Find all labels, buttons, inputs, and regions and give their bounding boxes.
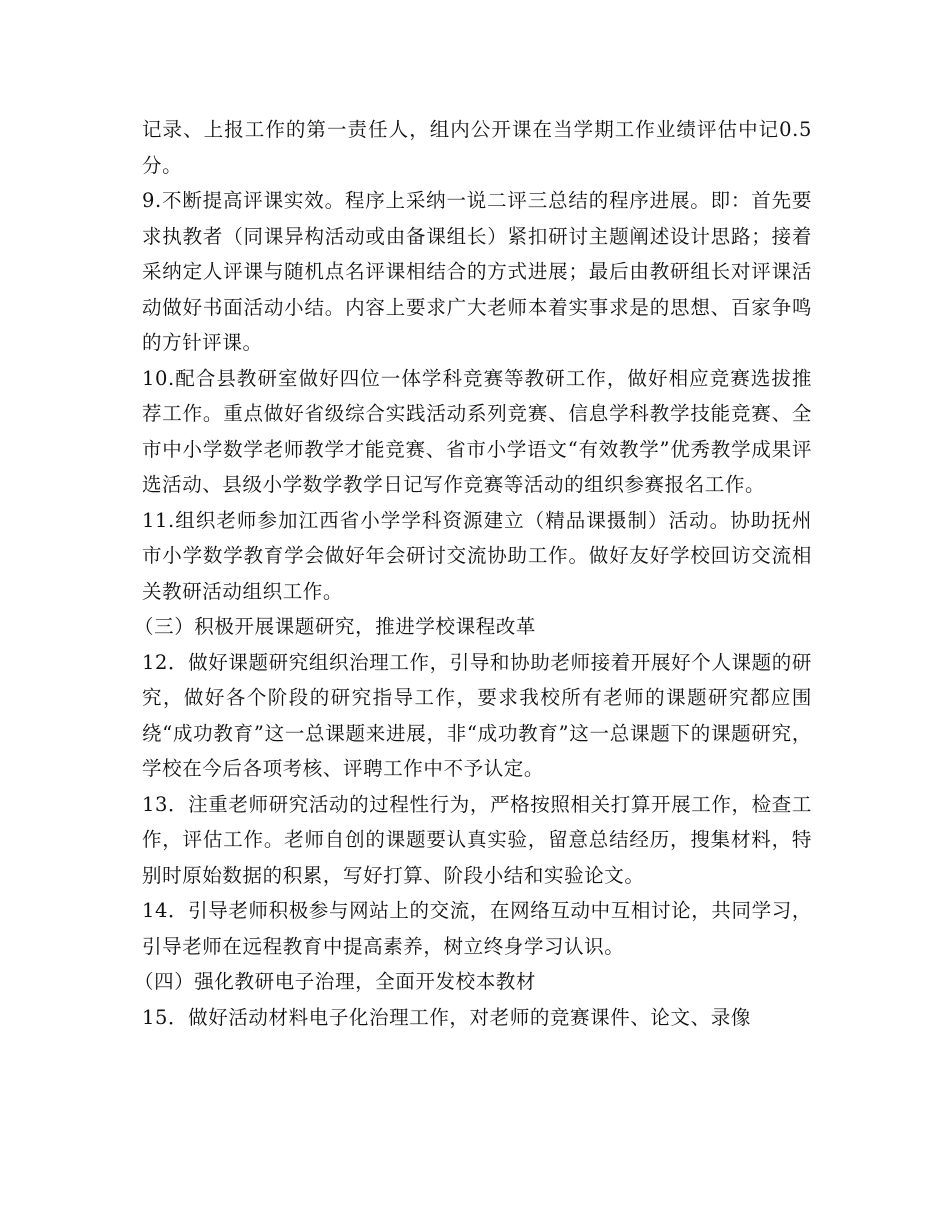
document-body xyxy=(134,112,812,1035)
paragraph-item-9: 9.不断提高评课实效。程序上采纳一说二评三总结的程序进展。即：首先要求执教者（同课异构活动或由备课组长）紧扣研讨主题阐述设计思路；接着采纳定人评课与随机点名评课相结合的方式进展；最后由教研组长对评课活动做好书面活动小结。内容上要求广大老师本着实事求是的思想、百家争鸣的方针评课。 xyxy=(142,189,812,354)
paragraph-item-10: 10.配合县教研室做好四位一体学科竞赛等教研工作，做好相应竞赛选拔推荐工作。重点做好省级综合实践活动系列竞赛、信息学科教学技能竞赛、全市中小学数学老师教学才能竞赛、省市小学语文“有效教学”优秀教学成果评选活动、县级小学数学教学日记写作竞赛等活动的组织参赛报名工作。 xyxy=(142,366,812,496)
paragraph-item-14: 14．引导老师积极参与网站上的交流，在网络互动中互相讨论，共同学习，引导老师在远程教育中提高素养，树立终身学习认识。 xyxy=(142,899,812,958)
paragraph-item-12: 12．做好课题研究组织治理工作，引导和协助老师接着开展好个人课题的研究，做好各个阶段的研究指导工作，要求我校所有老师的课题研究都应围绕“成功教育”这一总课题来进展，非“成功教育”这一总课题下的课题研究，学校在今后各项考核、评聘工作中不予认定。 xyxy=(142,650,812,780)
paragraph-item-11: 11.组织老师参加江西省小学学科资源建立（精品课摄制）活动。协助抚州市小学数学教育学会做好年会研讨交流协助工作。做好友好学校回访交流相关教研活动组织工作。 xyxy=(142,508,812,603)
section-heading-3: （三）积极开展课题研究，推进学校课程改革 xyxy=(134,615,537,638)
paragraph-item-13: 13．注重老师研究活动的过程性行为，严格按照相关打算开展工作，检查工作，评估工作。老师自创的课题要认真实验，留意总结经历，搜集材料，特别时原始数据的积累，写好打算、阶段小结和实验论文。 xyxy=(142,792,812,887)
section-heading-4: （四）强化教研电子治理，全面开发校本教材 xyxy=(134,970,537,993)
paragraph-continuation: 记录、上报工作的第一责任人，组内公开课在当学期工作业绩评估中记0.5分。 xyxy=(142,118,812,177)
paragraph-item-15: 15．做好活动材料电子化治理工作，对老师的竞赛课件、论文、录像 xyxy=(142,1005,751,1029)
